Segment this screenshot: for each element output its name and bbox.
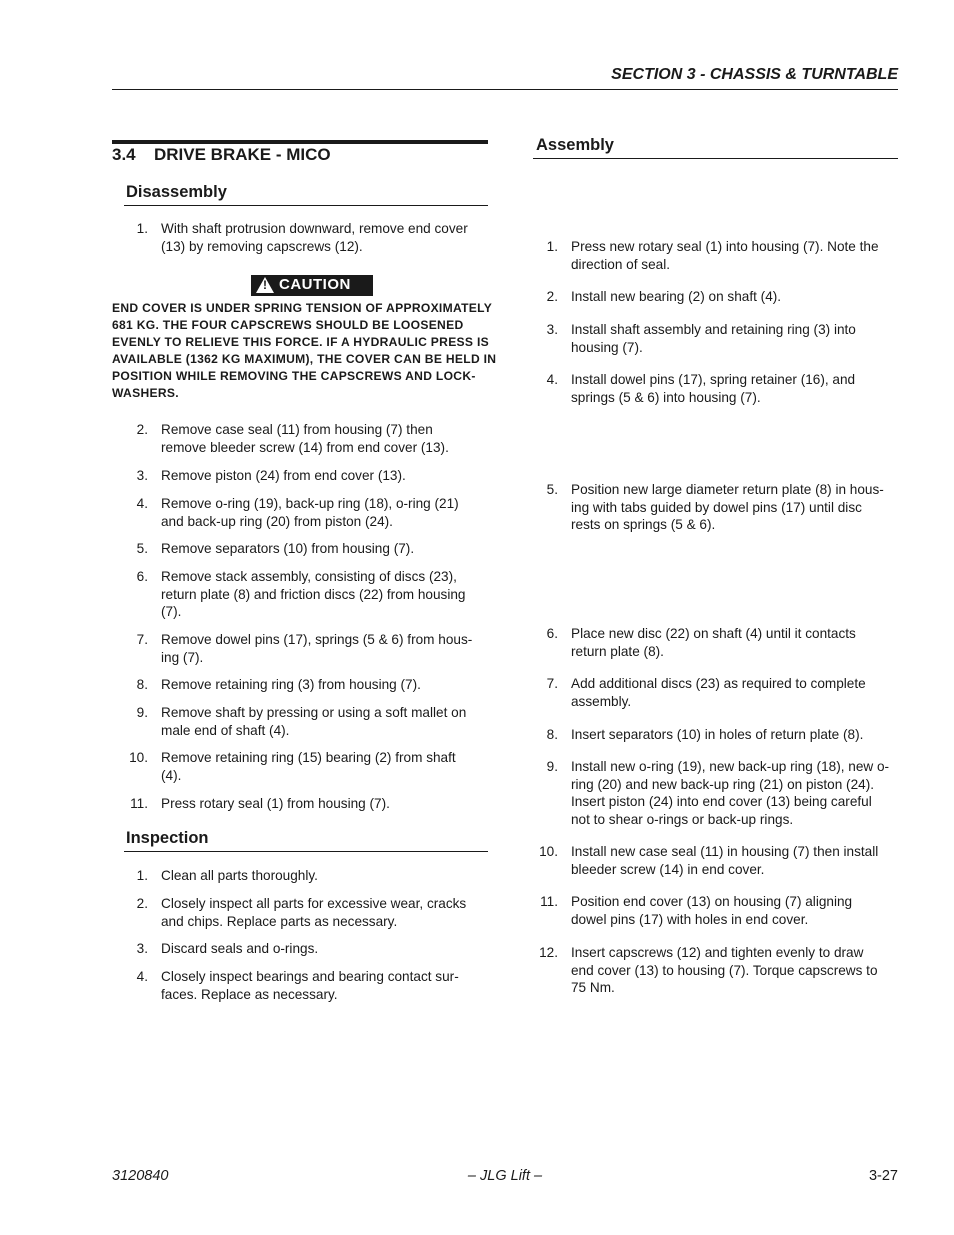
step-line: Position end cover (13) on housing (7) aligning [571,894,853,909]
step-line: return plate (8) and friction discs (22) from housing [161,586,466,602]
step-line: ring (20) and new back-up ring (21) on piston (24). [571,776,874,792]
step-text [571,893,898,928]
step-line: Clean all parts thoroughly. [161,868,318,883]
step-line: Insert capscrews (12) and tighten evenly to draw [571,945,864,960]
disassembly-heading-rule [124,205,488,206]
step-text [161,540,488,558]
step-text [161,749,488,784]
step-number: 2. [136,422,148,437]
inspection-heading: Inspection [126,829,209,847]
step-text [571,481,898,534]
step-line: bleeder screw (14) in end cover. [571,861,765,877]
step-number: 9. [546,759,558,774]
step-text [161,940,488,958]
footer-doc-number: 3120840 [112,1168,169,1184]
caution-line: END COVER IS UNDER SPRING TENSION OF APPROXIMATELY [112,301,493,315]
step-text [571,371,898,406]
step-text [571,843,898,878]
assembly-heading: Assembly [536,136,614,154]
step-text [571,675,898,710]
step-number: 9. [136,705,148,720]
step-text [161,421,488,456]
step-line: ing with tabs guided by dowel pins (17) until disc [571,499,862,515]
step-number: 8. [136,677,148,692]
step-number: 1. [136,868,148,883]
step-text [161,631,488,666]
step-number: 11. [130,796,148,811]
step-line: (4). [161,767,182,783]
step-line: Place new disc (22) on shaft (4) until it contacts [571,626,856,641]
step-line: Position new large diameter return plate (8) in hous- [571,482,884,497]
step-line: return plate (8). [571,643,664,659]
step-line: ing (7). [161,649,204,665]
step-text [161,968,488,1003]
step-line: Remove stack assembly, consisting of discs (23), [161,569,457,584]
caution-badge [251,275,373,296]
section-title [112,145,331,165]
step-number: 3. [136,468,148,483]
step-number: 10. [539,844,558,859]
step-number: 12. [539,945,558,960]
step-line: rests on springs (5 & 6). [571,517,716,532]
step-line: and chips. Replace parts as necessary. [161,913,398,929]
step-line: Remove separators (10) from housing (7). [161,541,415,556]
step-line: Press rotary seal (1) from housing (7). [161,796,390,811]
step-line: (13) by removing capscrews (12). [161,238,363,254]
step-number: 1. [546,239,558,254]
step-text [571,944,898,997]
step-number: 7. [546,676,558,691]
caution-line: AVAILABLE (1362 KG MAXIMUM), THE COVER CAN BE HELD IN [112,352,497,366]
caution-label: CAUTION [279,276,351,293]
step-number: 2. [546,289,558,304]
step-line: and back-up ring (20) from piston (24). [161,513,393,529]
step-line: Insert separators (10) in holes of return plate (8). [571,727,864,742]
step-text [161,467,488,485]
step-text [161,795,488,813]
step-number: 4. [136,969,148,984]
step-number: 11. [540,894,558,909]
step-line: housing (7). [571,339,643,355]
step-line: Remove o-ring (19), back-up ring (18), o-ring (21) [161,496,459,511]
disassembly-step-1 [112,220,488,256]
step-text [571,238,898,273]
footer-page-number: 3-27 [868,1168,898,1184]
inspection-heading-rule [124,851,488,852]
step-line: Discard seals and o-rings. [161,941,319,956]
step-line: Insert piston (24) into end cover (13) being careful [571,794,872,809]
step-text [571,758,898,828]
step-line: Remove retaining ring (3) from housing (7). [161,677,421,692]
step-text [571,625,898,660]
step-number: 7. [136,632,148,647]
step-text [161,220,488,255]
step-text [161,676,488,694]
step-number: 4. [546,372,558,387]
section-header: SECTION 3 - CHASSIS & TURNTABLE [611,66,898,83]
step-number: 5. [136,541,148,556]
caution-line: EVENLY TO RELIEVE THIS FORCE. IF A HYDRAULIC PRESS IS [112,335,489,349]
section-number: 3.4 [112,145,136,164]
step-line: Remove piston (24) from end cover (13). [161,468,406,483]
step-text [571,288,898,306]
step-text [161,867,488,885]
step-line: springs (5 & 6) into housing (7). [571,389,761,405]
step-line: Add additional discs (23) as required to complete [571,676,866,691]
step-line: Install shaft assembly and retaining ring (3) into [571,322,856,337]
step-line: direction of seal. [571,256,670,272]
step-line: dowel pins (17) with holes in end cover. [571,911,809,927]
step-text [571,321,898,356]
disassembly-heading: Disassembly [126,183,227,201]
step-number: 3. [546,322,558,337]
step-number: 3. [136,941,148,956]
step-line: With shaft protrusion downward, remove end cover [161,221,468,236]
step-number: 10. [129,750,148,765]
step-number: 4. [136,496,148,511]
step-line: Install new case seal (11) in housing (7) then install [571,844,879,859]
step-number: 6. [136,569,148,584]
step-line: Install new bearing (2) on shaft (4). [571,289,782,304]
step-line: Remove dowel pins (17), springs (5 & 6) from hous- [161,632,473,647]
caution-line: POSITION WHILE REMOVING THE CAPSCREWS AND LOCK- [112,369,476,383]
step-number: 2. [136,896,148,911]
step-line: not to shear o-rings or back-up rings. [571,811,794,827]
step-line: remove bleeder screw (14) from end cover (13). [161,439,449,455]
step-line: end cover (13) to housing (7). Torque capscrews to [571,962,878,978]
caution-line: WASHERS. [112,386,179,400]
step-line: Remove retaining ring (15) bearing (2) from shaft [161,750,456,765]
step-line: Closely inspect all parts for excessive wear, cracks [161,896,467,911]
footer-center: – JLG Lift – [467,1168,543,1184]
header-rule [112,89,898,90]
step-text [161,568,488,621]
step-line: Press new rotary seal (1) into housing (7). Note the [571,239,879,254]
step-text [571,726,898,744]
section-title-text: DRIVE BRAKE - MICO [154,145,331,164]
step-number: 1. [136,221,148,236]
step-line: Install dowel pins (17), spring retainer (16), and [571,372,856,387]
caution-text [112,300,497,402]
step-line: assembly. [571,693,632,709]
exclamation-icon: ! [263,278,267,292]
step-text [161,704,488,739]
section-title-bar [112,140,488,144]
step-line: (7). [161,604,182,619]
step-number: 5. [546,482,558,497]
step-line: Closely inspect bearings and bearing contact sur- [161,969,459,984]
assembly-heading-rule [533,158,898,159]
step-number: 8. [546,727,558,742]
step-line: 75 Nm. [571,980,615,995]
caution-line: 681 KG. THE FOUR CAPSCREWS SHOULD BE LOOSENED [112,318,464,332]
step-text [161,895,488,930]
step-text [161,495,488,530]
step-number: 6. [546,626,558,641]
step-line: Remove shaft by pressing or using a soft mallet on [161,705,467,720]
step-line: Install new o-ring (19), new back-up ring (18), new o- [571,759,890,774]
step-line: faces. Replace as necessary. [161,986,338,1002]
step-line: Remove case seal (11) from housing (7) then [161,422,433,437]
step-line: male end of shaft (4). [161,722,290,738]
